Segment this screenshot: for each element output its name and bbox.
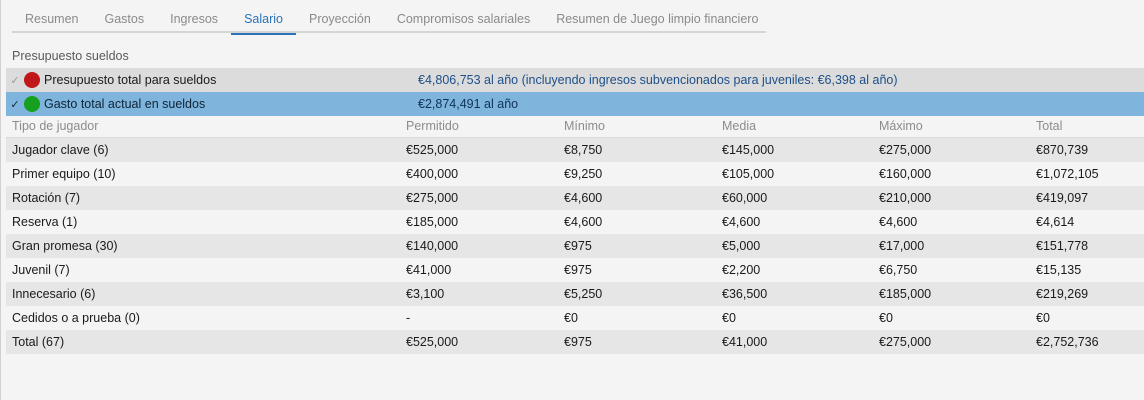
- table-cell: €41,000: [406, 263, 452, 277]
- budget-total-row[interactable]: [6, 68, 1144, 92]
- table-cell: Juvenil (7): [12, 263, 70, 277]
- column-header[interactable]: Tipo de jugador: [12, 119, 99, 133]
- check-icon[interactable]: ✓: [10, 98, 20, 111]
- table-cell: €185,000: [406, 215, 459, 229]
- table-cell: €60,000: [722, 191, 768, 205]
- table-cell: €275,000: [406, 191, 459, 205]
- table-cell: €3,100: [406, 287, 445, 301]
- table-cell: €5,250: [564, 287, 603, 301]
- table-cell: Innecesario (6): [12, 287, 96, 301]
- table-row[interactable]: [6, 138, 1144, 162]
- tab-gastos[interactable]: Gastos: [104, 12, 145, 26]
- table-cell: €4,600: [564, 215, 603, 229]
- table-cell: €275,000: [879, 143, 932, 157]
- table-row[interactable]: [6, 330, 1144, 354]
- table-row[interactable]: [6, 162, 1144, 186]
- salary-table: [6, 116, 1144, 354]
- table-row[interactable]: [6, 234, 1144, 258]
- table-cell: €105,000: [722, 167, 775, 181]
- table-row[interactable]: [6, 186, 1144, 210]
- table-cell: Jugador clave (6): [12, 143, 109, 157]
- table-cell: €17,000: [879, 239, 925, 253]
- table-cell: Rotación (7): [12, 191, 81, 205]
- budget-total-label: Presupuesto total para sueldos: [44, 73, 217, 87]
- tab-ingresos[interactable]: Ingresos: [170, 12, 219, 26]
- tab-juego-limpio-financiero[interactable]: Resumen de Juego limpio financiero: [556, 12, 759, 26]
- table-row[interactable]: [6, 282, 1144, 306]
- table-cell: -: [406, 311, 411, 325]
- check-icon[interactable]: ✓: [10, 74, 20, 87]
- column-header[interactable]: Media: [722, 119, 757, 133]
- table-cell: Reserva (1): [12, 215, 78, 229]
- table-cell: €870,739: [1036, 143, 1089, 157]
- table-cell: Primer equipo (10): [12, 167, 116, 181]
- table-cell: €219,269: [1036, 287, 1089, 301]
- table-cell: €8,750: [564, 143, 603, 157]
- tab-proyeccion[interactable]: Proyección: [308, 12, 371, 26]
- table-cell: €400,000: [406, 167, 459, 181]
- table-cell: €160,000: [879, 167, 932, 181]
- table-body: [6, 138, 1144, 354]
- table-cell: €2,200: [722, 263, 761, 277]
- table-cell: €1,072,105: [1036, 167, 1099, 181]
- tab-resumen[interactable]: Resumen: [25, 12, 79, 26]
- table-cell: €4,600: [564, 191, 603, 205]
- tab-bar: [12, 7, 766, 33]
- status-dot-green-icon: [24, 96, 40, 112]
- table-cell: €140,000: [406, 239, 459, 253]
- table-cell: Total (67): [12, 335, 65, 349]
- table-cell: €0: [722, 311, 736, 325]
- table-cell: €0: [1036, 311, 1050, 325]
- table-cell: €36,500: [722, 287, 768, 301]
- column-header[interactable]: Permitido: [406, 119, 459, 133]
- table-cell: €6,750: [879, 263, 918, 277]
- column-header[interactable]: Total: [1036, 119, 1063, 133]
- table-cell: Gran promesa (30): [12, 239, 118, 253]
- budget-current-value: €2,874,491 al año: [418, 97, 519, 111]
- table-cell: €145,000: [722, 143, 775, 157]
- table-row[interactable]: [6, 306, 1144, 330]
- table-cell: €2,752,736: [1036, 335, 1099, 349]
- table-cell: €210,000: [879, 191, 932, 205]
- table-row[interactable]: [6, 258, 1144, 282]
- table-cell: €419,097: [1036, 191, 1089, 205]
- table-cell: €15,135: [1036, 263, 1082, 277]
- budget-current-label: Gasto total actual en sueldos: [44, 97, 206, 111]
- table-cell: €4,600: [879, 215, 918, 229]
- table-cell: €185,000: [879, 287, 932, 301]
- table-cell: €0: [564, 311, 578, 325]
- table-row[interactable]: [6, 210, 1144, 234]
- column-header[interactable]: Máximo: [879, 119, 923, 133]
- table-cell: €975: [564, 335, 592, 349]
- table-cell: €525,000: [406, 335, 459, 349]
- table-cell: €151,778: [1036, 239, 1089, 253]
- table-cell: €9,250: [564, 167, 603, 181]
- section-title: Presupuesto sueldos: [12, 49, 129, 63]
- table-cell: €975: [564, 263, 592, 277]
- budget-total-value: €4,806,753 al año (incluyendo ingresos subvencionados para juveniles: €6,398 al año): [418, 73, 898, 87]
- table-header: [6, 116, 1144, 138]
- budget-current-row[interactable]: [6, 92, 1144, 116]
- table-cell: €275,000: [879, 335, 932, 349]
- status-dot-red-icon: [24, 72, 40, 88]
- tab-salario[interactable]: Salario: [231, 7, 296, 33]
- table-cell: €0: [879, 311, 893, 325]
- table-cell: €975: [564, 239, 592, 253]
- tab-compromisos-salariales[interactable]: Compromisos salariales: [396, 12, 531, 26]
- column-header[interactable]: Mínimo: [564, 119, 605, 133]
- table-cell: €5,000: [722, 239, 761, 253]
- table-cell: €4,600: [722, 215, 761, 229]
- table-cell: Cedidos o a prueba (0): [12, 311, 140, 325]
- table-cell: €525,000: [406, 143, 459, 157]
- table-cell: €4,614: [1036, 215, 1075, 229]
- table-cell: €41,000: [722, 335, 768, 349]
